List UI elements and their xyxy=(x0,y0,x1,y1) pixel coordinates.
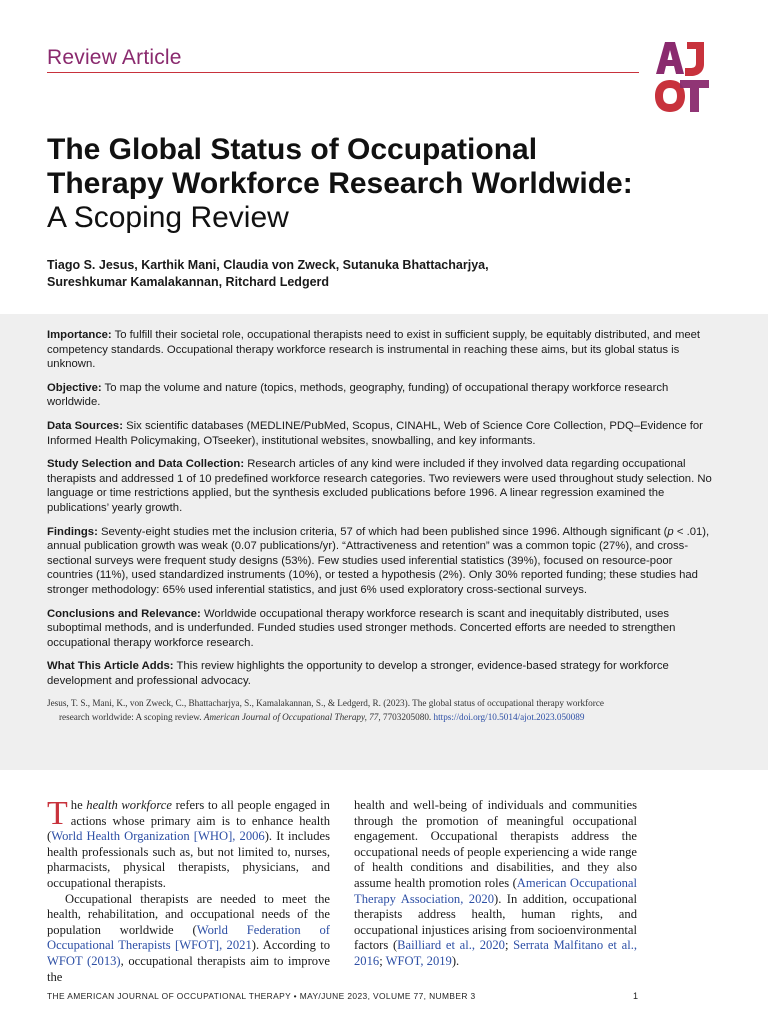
body-column-right xyxy=(354,798,637,970)
body-paragraph-3 xyxy=(354,798,637,970)
conclusions-text: Worldwide occupational therapy workforce research is scant and inequitably distributed, uses suboptimal methods, and is underfunded. Funded studies used stronger methods. Concerted efforts are needed to strengthen occupational therapy workforce research. xyxy=(47,607,676,649)
drop-cap: T xyxy=(47,795,68,832)
findings-text-a: Seventy-eight studies met the inclusion criteria, 57 of which had been published since 1996. Although significant ( xyxy=(97,525,668,538)
abstract-objective xyxy=(47,381,721,410)
abstract-study-selection xyxy=(47,457,721,515)
objective-label: Objective: xyxy=(47,381,102,394)
adds-text: This review highlights the opportunity to develop a stronger, evidence-based strategy for workforce development and professional advocacy. xyxy=(47,660,669,687)
abstract-box xyxy=(0,314,768,770)
citation-line-1: Jesus, T. S., Mani, K., von Zweck, C., Bhattacharjya, S., Kamalakannan, S., & Ledgerd, R. (2023). The global status of occupational therapy workforce xyxy=(47,698,604,709)
ajot-logo xyxy=(654,40,710,114)
body-paragraph-2 xyxy=(47,892,330,986)
p1-text-b: refers to all people engaged in actions whose primary aim is to enhance health ( xyxy=(47,798,330,844)
abstract-adds xyxy=(47,659,721,688)
header-rule xyxy=(47,72,639,73)
ref-wfot-2013[interactable]: WFOT (2013) xyxy=(47,953,121,968)
abstract-data-sources xyxy=(47,419,721,448)
adds-label: What This Article Adds: xyxy=(47,660,174,673)
abstract-conclusions xyxy=(47,607,721,651)
page-number: 1 xyxy=(633,991,639,1001)
p2-text-c: , occupational therapists aim to improve the xyxy=(47,953,330,984)
body-column-left xyxy=(47,795,330,985)
citation-article-id: 7703205080. xyxy=(380,711,434,722)
p3-text-b: ). In addition, occupational therapists address health, human rights, and occupational injustices arising from socioenvironmental factors ( xyxy=(354,891,637,953)
p1-text-a: he xyxy=(70,798,87,812)
citation-text: research worldwide: A scoping review. xyxy=(59,711,204,722)
p3-separator-2: ; xyxy=(379,953,386,968)
title-main: The Global Status of Occupational Therapy Workforce Research Worldwide: xyxy=(47,133,633,200)
findings-p-symbol: p xyxy=(667,525,674,538)
importance-label: Importance: xyxy=(47,329,112,341)
title-subtitle: A Scoping Review xyxy=(47,201,289,234)
p3-text-end: ). xyxy=(451,953,460,968)
citation xyxy=(47,697,721,724)
p2-text-a: Occupational therapists are needed to meet the health, rehabilitation, and occupational needs of the population worldwide ( xyxy=(47,891,330,937)
conclusions-label: Conclusions and Relevance: xyxy=(47,607,201,620)
data-sources-label: Data Sources: xyxy=(47,419,123,432)
ref-bailliard-2020[interactable]: Bailliard et al., 2020 xyxy=(397,938,505,953)
importance-text: To fulfill their societal role, occupational therapists need to exist in sufficient supply, be equitably distributed, and meet competency standards. Occupational therapy workforce research is instrumental in reaching these aims, but its global status is unknown. xyxy=(47,329,701,371)
body-paragraph-1 xyxy=(47,795,330,892)
logo-letter-j xyxy=(685,42,704,76)
citation-journal: American Journal of Occupational Therapy, 77, xyxy=(203,711,381,722)
p1-text-c: ). It includes health professionals such as, but not limited to, nurses, pharmacists, physical therapists, physicians, and occupational therapists. xyxy=(47,829,330,890)
logo-text: AJ xyxy=(654,40,656,41)
p3-separator-1: ; xyxy=(504,938,514,953)
journal-footer: THE AMERICAN JOURNAL OF OCCUPATIONAL THERAPY • MAY/JUNE 2023, VOLUME 77, NUMBER 3 xyxy=(47,991,476,1001)
ref-serrata-2016[interactable]: Serrata Malfitano et al., 2016 xyxy=(354,938,637,968)
abstract-importance xyxy=(47,328,721,372)
header xyxy=(47,46,637,70)
findings-text-b: < .01), annual publication growth was weak (0.07 publications/yr). “Attractiveness and retention” was a common topic (27%), and cross-sectional surveys were frequent study designs (53%). Few studies used inferential statistics (39%), focused on resource-poor countries (11%), used standardized instruments (10%), or tested a hypothesis (2%). Only 30% reported funding; these studies had stronger methodology: 65% used inferential statistics, and just 6% used exploratory cross-sectional surveys. xyxy=(47,525,710,596)
abstract-findings xyxy=(47,525,721,598)
ref-who-2006[interactable]: World Health Organization [WHO], 2006 xyxy=(51,829,265,844)
p1-emphasis: health workforce xyxy=(86,798,172,812)
study-selection-label: Study Selection and Data Collection: xyxy=(47,458,245,471)
author-line-1: Tiago S. Jesus, Karthik Mani, Claudia von Zweck, Sutanuka Bhattacharjya, xyxy=(47,258,489,272)
objective-text: To map the volume and nature (topics, methods, geography, funding) of occupational therapy workforce research worldwide. xyxy=(47,381,669,409)
p3-text-a: health and well-being of individuals and communities through the promotion of meaningful occupational engagement. Occupational therapists address the occupational needs of people experiencing a wide range of health conditions and disabilities, and they also assume health promotion roles ( xyxy=(354,798,637,890)
findings-label: Findings: xyxy=(47,525,98,538)
study-selection-text: Research articles of any kind were included if they involved data regarding occupational therapists and addressed 1 of 10 predefined workforce research categories. Two reviewers were used throughout study selection. No language or time restrictions applied, but the synthesis excluded publications before 1996. A linear regression examined the publications’ yearly growth. xyxy=(47,458,712,514)
ref-wfot-2019[interactable]: WFOT, 2019 xyxy=(385,953,452,968)
p2-text-b: ). According to xyxy=(251,938,330,953)
author-list xyxy=(47,257,607,291)
ref-aota-2020[interactable]: American Occupational Therapy Association, 2020 xyxy=(354,875,637,906)
author-line-2: Sureshkumar Kamalakannan, Ritchard Ledgerd xyxy=(47,275,330,289)
section-label: Review Article xyxy=(47,46,182,69)
ref-wfot-2021[interactable]: World Federation of Occupational Therapists [WFOT], 2021 xyxy=(47,922,330,953)
data-sources-text: Six scientific databases (MEDLINE/PubMed, Scopus, CINAHL, Web of Science Core Collection, PDQ–Evidence for Informed Health Policymaking, OTseeker), institutional websites, snowballing, and key informants. xyxy=(47,419,703,447)
article-title xyxy=(47,133,647,235)
doi-link[interactable]: https://doi.org/10.5014/ajot.2023.050089 xyxy=(433,711,585,722)
citation-line-2 xyxy=(47,711,721,725)
